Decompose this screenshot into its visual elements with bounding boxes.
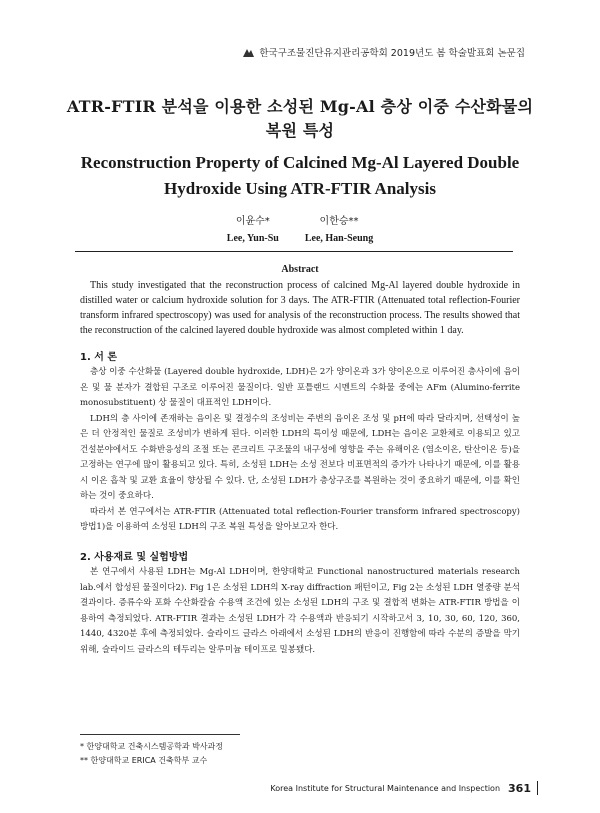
abstract-text: This study investigated that the reconstruction process of calcined Mg-Al layered double hydroxide in distilled water or calcium hydroxide solution for 3 days. The ATR-FTIR (Attenuated total reflection-Fourier transform infrared spectroscopy) was used for analysis of the reconstruction process. The results showed that the reconstruction of the calcined layered double hydroxide was almost completed within 1 day. (80, 280, 520, 336)
author-1 (227, 212, 279, 244)
author-1-english-name: Lee, Yun-Su (226, 233, 279, 244)
footer-bar (537, 781, 538, 795)
footer-institute: Korea Institute for Structural Maintenance and Inspection (270, 783, 501, 793)
abstract-divider (75, 251, 513, 252)
section-1-body (80, 365, 520, 536)
page-number: 361 (508, 781, 531, 795)
abstract-heading: Abstract (281, 264, 319, 275)
section-1-paragraph-3: 따라서 본 연구에서는 ATR-FTIR (Attenuated total reflection-Fourier transform infrared spectroscopy) 방법1)을 이용하여 소성된 LDH의 구조 복원 특성을 알아보고자 한다. (80, 506, 520, 532)
footnote-1: * 한양대학교 건축시스템공학과 박사과정 (80, 742, 224, 751)
running-header (243, 45, 525, 59)
section-2-paragraph-1: 본 연구에서 사용된 LDH는 Mg-Al LDH이며, 한양대학교 Functional nanostructured materials research lab.에서 합성된 물질이다2). Fig 1은 소성된 LDH의 X-ray diffraction 패턴이고, Fig 2는 소성된 LDH 열중량 분석 결과이다. 증류수와 포화 수산화칼슘 수용액 조건에 있는 소성된 LDH의 구조 및 결합적 변화는 ATR-FTIR 방법을 이용하여 측정되었다. ATR-FTIR 결과는 소성된 LDH가 각 수용액과 반응되기 시작하고서 3, 10, 30, 60, 120, 360, 1440, 4320분 후에 측정되었다. 슬라이드 글라스 아래에서 소성된 LDH의 반응이 진행함에 따라 수분의 증발을 막기 위해, 슬라이드 글라스의 테두리는 알루미늄 테이프로 밀봉됐다. (80, 567, 520, 655)
korean-title (60, 95, 540, 143)
author-2 (305, 212, 373, 244)
author-2-korean-name: 이한승** (319, 216, 359, 227)
author-1-korean-name: 이윤수* (235, 216, 270, 227)
korean-title-line-2: 복원 특성 (265, 121, 335, 140)
author-list (0, 212, 600, 244)
footnotes (80, 740, 223, 768)
header-text: 한국구조물진단유지관리공학회 2019년도 봄 학술발표회 논문집 (259, 48, 525, 59)
english-title (60, 150, 540, 202)
section-1-paragraph-2: LDH의 층 사이에 존재하는 음이온 및 결정수의 조성비는 주변의 음이온 조성 및 pH에 따라 달라지며, 선택성이 높은 더 안정적인 물질로 조성비가 변하게 된다. 이러한 LDH의 특이성 때문에, LDH는 음이온 교환체로 이용되고 있고 건설분야에서도 수화반응성의 조절 또는 콘크리트 구조물의 내구성에 영향을 주는 유해이온 (염소이온, 탄산이온 등)을 고정하는 연구에 많이 활용되고 있다. 특히, 소성된 LDH는 소성 전보다 비표면적의 증가가 나타나기 때문에, 이를 활용 시 이온 흡착 및 교환 효율이 향상될 수 있다. 단, 소성된 LDH가 층상구조를 복원하는 것이 중요하기 때문에, 이를 확인하는 것이 중요하다. (80, 413, 520, 501)
footnote-divider (80, 734, 240, 735)
section-1-paragraph-1: 층상 이중 수산화물 (Layered double hydroxide, LDH)은 2가 양이온과 3가 양이온으로 이루어진 층사이에 음이온 및 물 분자가 결합된 구조로 이루어진 물질이다. 일반 포틀랜드 시멘트의 수화물 중에는 AFm (Alumino-ferrite monosubstituent) 상 물질이 대표적인 LDH이다. (80, 367, 520, 408)
section-1-heading: 1. 서 론 (80, 352, 118, 363)
english-title-line-2: Hydroxide Using ATR-FTIR Analysis (164, 179, 436, 198)
journal-logo-icon (243, 47, 254, 57)
page-footer (270, 781, 538, 795)
section-2-heading: 2. 사용재료 및 실험방법 (80, 552, 189, 563)
footnote-2: ** 한양대학교 ERICA 건축학부 교수 (80, 756, 208, 765)
section-2-body (80, 565, 520, 658)
author-2-english-name: Lee, Han-Seung (304, 233, 374, 244)
english-title-line-1: Reconstruction Property of Calcined Mg-Al Layered Double (80, 153, 520, 172)
korean-title-line-1: ATR-FTIR 분석을 이용한 소성된 Mg-Al 층상 이중 수산화물의 (66, 97, 534, 116)
